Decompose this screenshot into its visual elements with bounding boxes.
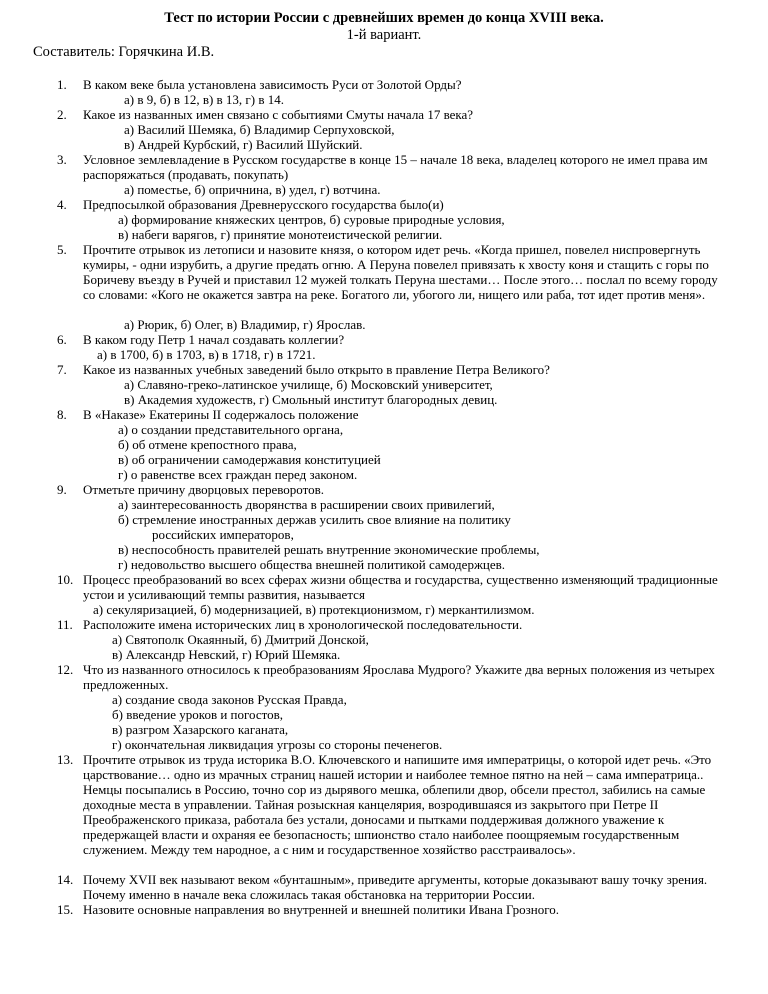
answer-options: а) в 9, б) в 12, в) в 13, г) в 14. (124, 92, 284, 107)
answer-options: а) Славяно-греко-латинское училище, б) Московский университет, (124, 377, 493, 392)
answer-options: а) Святополк Окаянный, б) Дмитрий Донской, (112, 632, 369, 647)
answer-options: а) Василий Шемяка, б) Владимир Серпуховской, (124, 122, 395, 137)
question-number: 10. (57, 572, 74, 587)
answer-options: а) создание свода законов Русская Правда, (112, 692, 347, 707)
question-text: Прочтите отрывок из летописи и назовите князя, о котором идет речь. «Когда пришел, повелел ниспровергнуть кумиры, - одни изрубить, а другие предать огню. А Перуна повелел привязать к хвосту коня и стащить с горы по Боричеву въезду в Ручей и приставил 12 мужей толкать Перуна шестами… После этого… послал по всему городу со словами: «Кого не окажется завтра на реке. Богатого ли, убогого ли, нищего или раба, тот идет против меня». (83, 242, 718, 302)
question-text: Назовите основные направления во внутренней и внешней политики Ивана Грозного. (83, 902, 560, 917)
question-number: 8. (57, 407, 67, 422)
author-line: Составитель: Горячкина И.В. (33, 44, 215, 60)
answer-options: а) поместье, б) опричнина, в) удел, г) вотчина. (124, 182, 381, 197)
question-number: 1. (57, 77, 67, 92)
answer-options: б) стремление иностранных держав усилить свое влияние на политику (118, 512, 511, 527)
answer-options: в) неспособность правителей решать внутренние экономические проблемы, (118, 542, 540, 557)
question-text: В каком году Петр 1 начал создавать коллегии? (83, 332, 345, 347)
question-text: Какое из названных учебных заведений было открыто в правление Петра Великого? (83, 362, 550, 377)
question-number: 6. (57, 332, 67, 347)
question-number: 2. (57, 107, 67, 122)
question-number: 4. (57, 197, 67, 212)
answer-options: в) Академия художеств, г) Смольный институт благородных девиц. (124, 392, 498, 407)
answer-options: б) введение уроков и погостов, (112, 707, 284, 722)
answer-options: в) об ограничении самодержавия конституцией (118, 452, 381, 467)
answer-options: б) об отмене крепостного права, (118, 437, 297, 452)
answer-options: г) о равенстве всех граждан перед законом. (118, 467, 358, 482)
question-text: Предпосылкой образования Древнерусского государства было(и) (83, 197, 444, 212)
answer-options: а) заинтересованность дворянства в расширении своих привилегий, (118, 497, 495, 512)
question-text: В «Наказе» Екатерины II содержалось положение (83, 407, 359, 422)
question-text: Что из названного относилось к преобразованиям Ярослава Мудрого? Укажите два верных положения из четырех предложенных. (83, 662, 715, 692)
variant-label: 1-й вариант. (346, 27, 422, 43)
question-number: 15. (57, 902, 74, 917)
question-text: Расположите имена исторических лиц в хронологической последовательности. (83, 617, 523, 632)
question-text: Процесс преобразований во всех сферах жизни общества и государства, существенно изменяющий традиционные устои и усиливающий темпы развития, называется (83, 572, 718, 602)
answer-options: в) Александр Невский, г) Юрий Шемяка. (112, 647, 341, 662)
question-number: 5. (57, 242, 67, 257)
answer-options: в) разгром Хазарского каганата, (112, 722, 289, 737)
answer-options: а) формирование княжеских центров, б) суровые природные условия, (118, 212, 505, 227)
question-text: Какое из названных имен связано с событиями Смуты начала 17 века? (83, 107, 474, 122)
question-number: 11. (57, 617, 73, 632)
answer-options: а) секуляризацией, б) модернизацией, в) протекционизмом, г) меркантилизмом. (93, 602, 535, 617)
question-number: 14. (57, 872, 74, 887)
question-number: 9. (57, 482, 67, 497)
answer-options: г) недовольство высшего общества внешней политикой самодержцев. (118, 557, 506, 572)
document-title: Тест по истории России с древнейших времен до конца XVIII века. (164, 10, 604, 26)
answer-options: а) Рюрик, б) Олег, в) Владимир, г) Ярослав. (124, 317, 366, 332)
answer-options: а) о создании представительного органа, (118, 422, 344, 437)
question-text: Прочтите отрывок из труда историка В.О. Ключевского и напишите имя императрицы, о которой идет речь. «Это царствование… одно из мрачных страниц нашей истории и наиболее темное пятно на ней – сама императрица.. Немцы посыпались в Россию, точно сор из дырявого мешка, облепили двор, обсели престол, забились на самые доходные места в управлении. Тайная розыскная канцелярия, возродившаяся из закрытого при Петре II Преображенского приказа, работала без устали, доносами и пытками поддерживая должного уважение к предержащей власти и охраняя ее безопасность; шпионство стало наиболее поощряемым государственным служением. Между тем народное, а с ним и государственное хозяйство расстраивалось». (83, 752, 712, 857)
answer-options: г) окончательная ликвидация угрозы со стороны печенегов. (112, 737, 443, 752)
answer-options: в) набеги варягов, г) принятие монотеистической религии. (118, 227, 443, 242)
answer-options: а) в 1700, б) в 1703, в) в 1718, г) в 1721. (97, 347, 316, 362)
question-text: Почему XVII век называют веком «бунташным», приведите аргументы, которые доказывают вашу точку зрения. Почему именно в начале века сложилась такая обстановка на территории России. (83, 872, 708, 902)
question-text: В каком веке была установлена зависимость Руси от Золотой Орды? (83, 77, 462, 92)
question-number: 3. (57, 152, 67, 167)
question-number: 7. (57, 362, 67, 377)
question-number: 13. (57, 752, 74, 767)
question-text: Условное землевладение в Русском государстве в конце 15 – начале 18 века, владелец которого не имел права им распоряжаться (продавать, покупать) (83, 152, 708, 182)
answer-options: российских императоров, (152, 527, 294, 542)
question-text: Отметьте причину дворцовых переворотов. (83, 482, 325, 497)
answer-options: в) Андрей Курбский, г) Василий Шуйский. (124, 137, 363, 152)
question-number: 12. (57, 662, 74, 677)
